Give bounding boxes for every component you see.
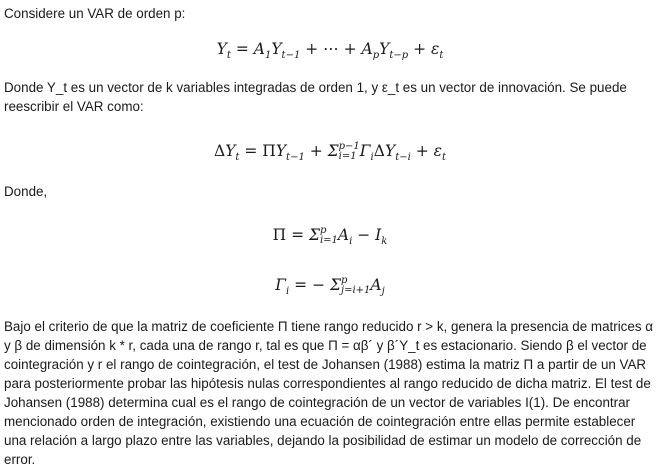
donde-label: Donde, (4, 184, 48, 199)
paragraph-2: Bajo el criterio de que la matriz de coeficiente Π tiene rango reducido r > k, genera la presencia de matrices α y β de dimensión k * r, cada una de rango r, tal es que Π = αβ´ y β´Y_t es estacionario. Siendo β el vector de cointegración y r el rango de cointegración, el test de Johansen (1988) estima la matriz Π a partir de un VAR para posteriormente probar las hipótesis nulas correspondientes al rango reducido de dicha matriz. El test de Johansen (1988) determina cual es el rango de cointegración de un vector de variables I(1). De encontrar mencionado orden de integración, existiendo una ecuación de cointegración entre ellas permite establecer una relación a largo plazo entre las variables, dejando la posibilidad de estimar un modelo de corrección de error. (4, 319, 653, 467)
intro-text: Considere un VAR de orden p: (4, 6, 186, 21)
vecm-equation: $\Delta Y_t = \Pi Y_{t-1} + \Sigma$ p−1 i=1 $\Gamma_i\Delta Y_{t-i} + \varepsilon_t$ (213, 141, 446, 164)
pi-equation: Π = Σ p i=1 $A_i - I_k$ (272, 225, 388, 248)
var-equation: $Y_t = A_1Y_{t-1}$ + ⋯ + $A_pY_{t-p} + \varepsilon_t$ (216, 40, 444, 62)
gamma-equation: $\Gamma_i$ = − Σ p j=i+1 $A_j$ (275, 275, 385, 298)
paragraph-1: Donde Y_t es un vector de k variables integradas de orden 1, y ε_t es un vector de innovación. Se puede reescribir el VAR como: (4, 80, 627, 114)
